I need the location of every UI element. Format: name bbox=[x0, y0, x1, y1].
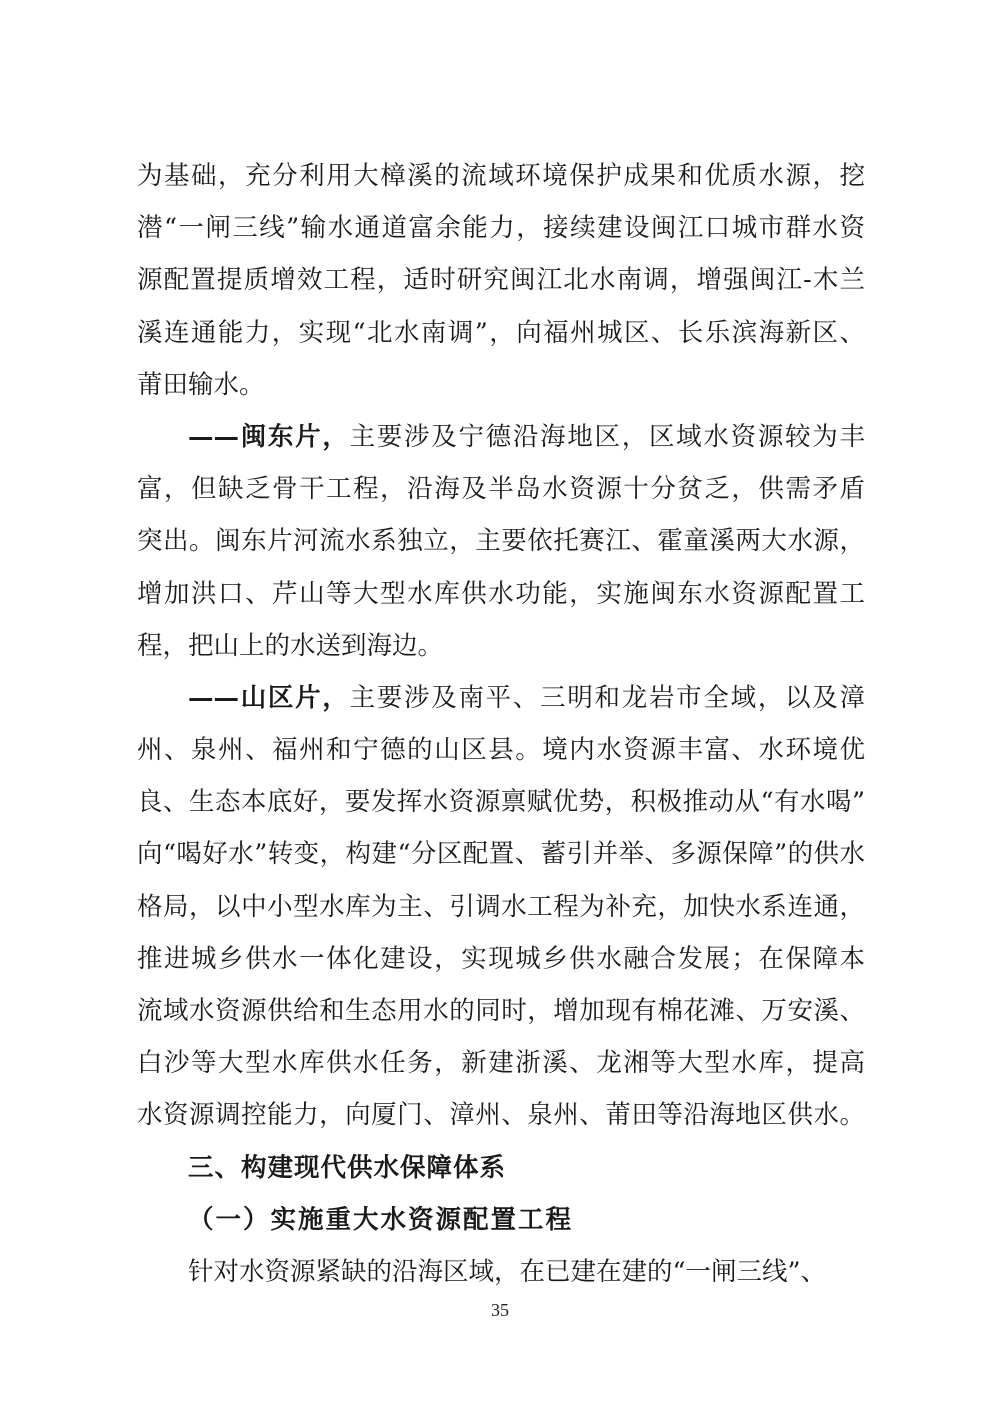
body-line: 增加洪口、芹山等大型水库供水功能，实施闽东水资源配置工 bbox=[137, 578, 865, 609]
subsection-heading: （一）实施重大水资源配置工程 bbox=[188, 1204, 574, 1235]
body-line: 突出。闽东片河流水系独立，主要依托赛江、霍童溪两大水源， bbox=[137, 526, 865, 557]
body-line: 水资源调控能力，向厦门、漳州、泉州、莆田等沿海地区供水。 bbox=[137, 1100, 865, 1131]
body-line: 莆田输水。 bbox=[137, 369, 265, 400]
body-line-with-lead bbox=[137, 672, 865, 724]
page-number: 35 bbox=[491, 1300, 509, 1320]
body-line: 推进城乡供水一体化建设，实现城乡供水融合发展；在保障本 bbox=[137, 943, 865, 974]
page-content bbox=[137, 150, 865, 1298]
body-line: 白沙等大型水库供水任务，新建浙溪、龙湘等大型水库，提高 bbox=[137, 1048, 865, 1079]
region-lead-mindong: ——闽东片， bbox=[188, 421, 350, 452]
body-line: 潜“一闸三线”输水通道富余能力，接续建设闽江口城市群水资 bbox=[137, 213, 865, 244]
body-line: 为基础，充分利用大樟溪的流域环境保护成果和优质水源，挖 bbox=[137, 161, 865, 191]
body-line: 格局，以中小型水库为主、引调水工程为补充，加快水系连通， bbox=[137, 891, 865, 922]
body-text: 主要涉及宁德沿海地区，区域水资源较为丰 bbox=[349, 421, 865, 452]
body-line-with-lead bbox=[137, 411, 865, 463]
region-lead-shanqu: ——山区片， bbox=[188, 682, 350, 713]
body-line: 富，但缺乏骨干工程，沿海及半岛水资源十分贫乏，供需矛盾 bbox=[137, 474, 865, 505]
section-heading: 三、构建现代供水保障体系 bbox=[188, 1152, 507, 1183]
body-line: 良、生态本底好，要发挥水资源禀赋优势，积极推动从“有水喝” bbox=[137, 787, 865, 818]
body-line: 溪连通能力，实现“北水南调”，向福州城区、长乐滨海新区、 bbox=[137, 317, 865, 348]
body-line: 向“喝好水”转变，构建“分区配置、蓄引并举、多源保障”的供水 bbox=[137, 839, 865, 870]
body-text: 主要涉及南平、三明和龙岩市全域，以及漳 bbox=[349, 682, 865, 713]
body-line: 程，把山上的水送到海边。 bbox=[137, 630, 444, 661]
body-line: 源配置提质增效工程，适时研究闽江北水南调，增强闽江-木兰 bbox=[137, 265, 865, 296]
body-line: 流域水资源供给和生态用水的同时，增加现有棉花滩、万安溪、 bbox=[137, 996, 865, 1026]
body-line: 州、泉州、福州和宁德的山区县。境内水资源丰富、水环境优 bbox=[137, 735, 865, 766]
body-line: 针对水资源紧缺的沿海区域，在已建在建的“一闸三线”、 bbox=[188, 1256, 827, 1287]
